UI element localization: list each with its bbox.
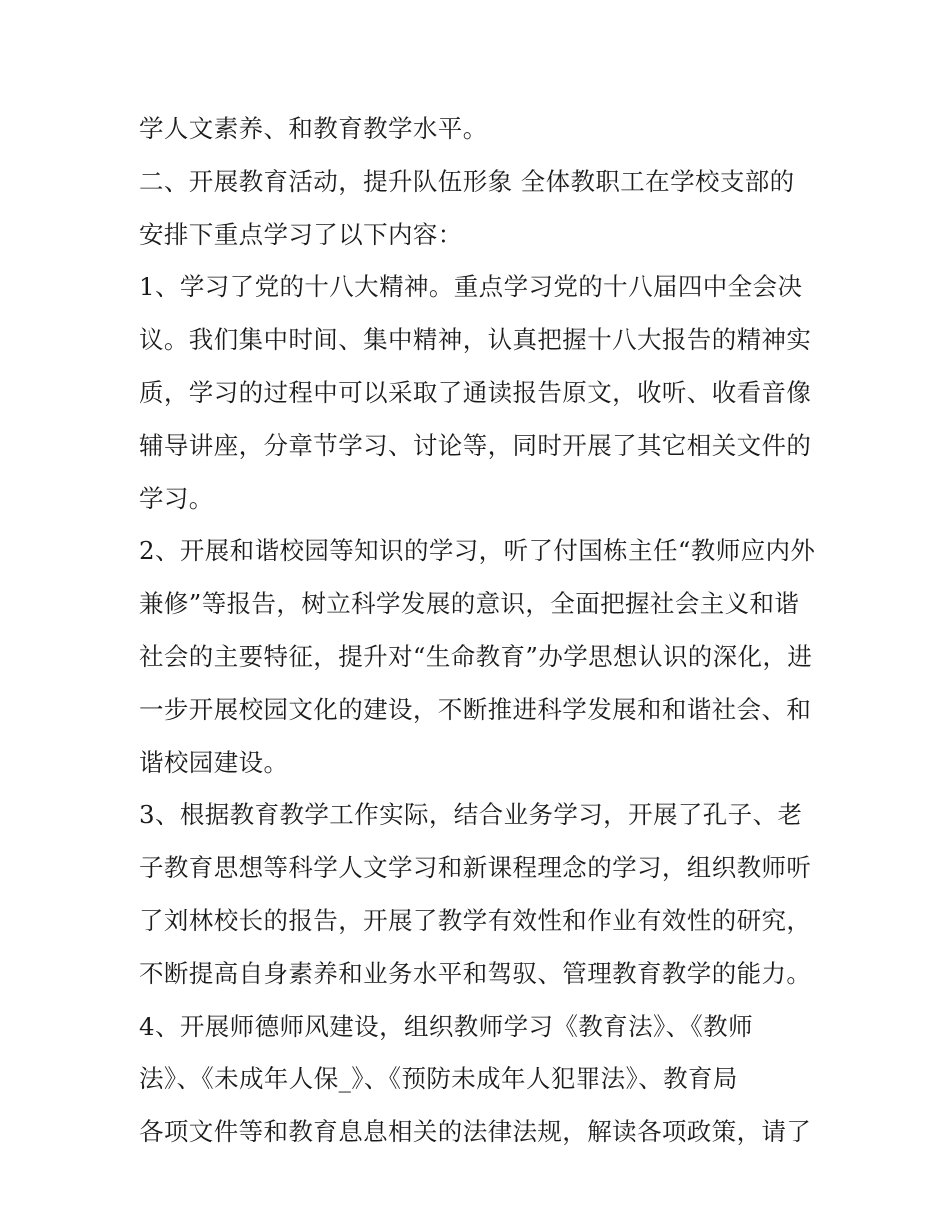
text-line: 4、开展师德师风建设，组织教师学习《教育法》、《教师 — [139, 1011, 753, 1041]
text-line: 学习。 — [139, 483, 214, 513]
text-line: 法》、《未成年人保_》、《预防未成年人犯罪法》、教育局 — [139, 1064, 738, 1094]
text-line: 子教育思想等科学人文学习和新课程理念的学习，组织教师听 — [139, 853, 812, 883]
text-line: 学人文素养、和教育教学水平。 — [139, 114, 488, 143]
text-line: 1、学习了党的十八大精神。重点学习党的十八届四中全会决 — [139, 272, 803, 302]
text-line: 各项文件等和教育息息相关的法律法规，解读各项政策，请了 — [139, 1117, 812, 1147]
text-line: 议。我们集中时间、集中精神，认真把握十八大报告的精神实 — [139, 325, 812, 355]
text-line: 3、根据教育教学工作实际，结合业务学习，开展了孔子、老 — [139, 800, 803, 830]
text-line: 了刘林校长的报告，开展了教学有效性和作业有效性的研究， — [139, 905, 812, 935]
text-line: 2、开展和谐校园等知识的学习，听了付国栋主任“教师应内外 — [139, 536, 816, 566]
text-line: 一步开展校园文化的建设，不断推进科学发展和和谐社会、和 — [139, 694, 812, 724]
text-line: 质，学习的过程中可以采取了通读报告原文，收听、收看音像 — [139, 377, 812, 407]
text-line: 安排下重点学习了以下内容： — [139, 219, 463, 249]
text-line: 社会的主要特征，提升对“生命教育”办学思想认识的深化，进 — [139, 641, 813, 671]
text-line: 二、开展教育活动，提升队伍形象 全体教职工在学校支部的 — [139, 166, 795, 196]
document-body — [139, 107, 819, 1163]
text-line: 谐校园建设。 — [139, 747, 289, 777]
text-line: 不断提高自身素养和业务水平和驾驭、管理教育教学的能力。 — [139, 958, 812, 988]
text-line: 兼修”等报告，树立科学发展的意识，全面把握社会主义和谐 — [139, 589, 800, 619]
text-line: 辅导讲座，分章节学习、讨论等，同时开展了其它相关文件的 — [139, 430, 812, 460]
